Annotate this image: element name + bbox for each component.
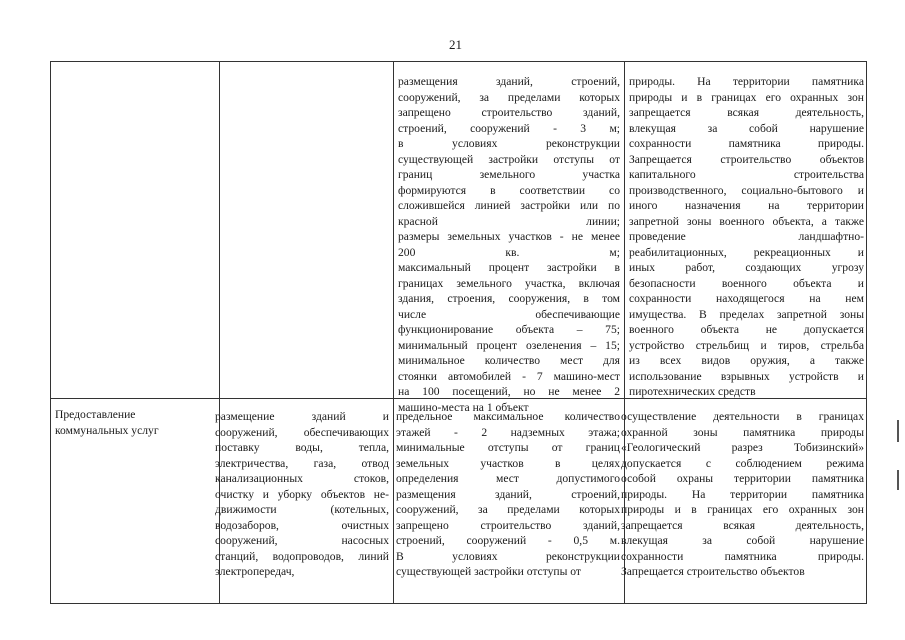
text-line: электропередач, (215, 565, 295, 578)
text-line: реабилитационных, рекреационных и (629, 245, 864, 259)
text-line: сооружений, обеспечивающих (215, 425, 389, 439)
page-number: 21 (449, 37, 462, 52)
text-line: сохранности памятника природы. (629, 137, 864, 150)
text-line: максимальный процент застройки в (398, 261, 620, 274)
text-line: Предоставление (55, 408, 136, 421)
text-line: размеры земельных участков - не менее (398, 230, 620, 243)
text-line: производственного, социально-бытового и (629, 183, 864, 197)
text-line: существующей застройки отступы от (396, 565, 582, 578)
text-line: безопасности военного объекта и (629, 276, 864, 290)
text-line: водозаборов, очистных (215, 518, 389, 532)
text-line: природы. На территории памятника (629, 75, 864, 88)
row2-parameters-cell (396, 409, 620, 580)
text-line: в условиях реконструкции (398, 137, 620, 150)
scan-artifact (897, 470, 899, 490)
text-line: иного назначения на территории (629, 199, 864, 212)
text-line: сохранности находящегося на нем (629, 292, 864, 305)
text-line: запрещено строительство зданий, (396, 518, 620, 532)
text-line: машино-места на 1 объект (398, 400, 529, 414)
text-line: на 100 посещений, но не менее 2 (398, 385, 620, 398)
text-line: сооружений, насосных (215, 534, 389, 547)
text-line: допускается с соблюдением режима (621, 456, 864, 470)
row2-use-type-cell (55, 407, 215, 438)
text-line: стоянки автомобилей - 7 машино-мест (398, 369, 620, 383)
text-line: существующей застройки отступы от (398, 152, 620, 166)
text-line: поставку воды, тепла, (215, 441, 389, 454)
text-line: движимости (котельных, (215, 503, 389, 516)
text-line: минимальное количество мест для (398, 354, 620, 367)
scan-artifact (897, 420, 899, 442)
text-line: границ земельного участка (398, 168, 620, 181)
text-line: коммунальных услуг (55, 423, 159, 437)
text-line: природы и в границах его охранных зон (629, 90, 864, 104)
text-line: военного объекта не допускается (629, 323, 864, 336)
text-line: формируются в соответствии со (398, 183, 620, 197)
text-line: природы и в границах его охранных зон (621, 503, 864, 516)
text-line: иных работ, создающих угрозу (629, 261, 864, 274)
text-line: размещение зданий и (215, 410, 389, 423)
text-line: использование взрывных устройств и (629, 369, 864, 383)
text-line: определения мест допустимого (396, 472, 620, 485)
text-line: 200 кв. м; (398, 245, 620, 259)
text-line: сложившейся линией застройки или по (398, 199, 620, 212)
row1-restrictions-cell (629, 74, 864, 400)
text-line: осуществление деятельности в границах (621, 410, 864, 423)
text-line: особой охраны территории памятника (621, 472, 864, 485)
text-line: красной линии; (398, 214, 620, 228)
text-line: имущества. В пределах запретной зоны (629, 307, 864, 321)
text-line: сооружений, за пределами которых (398, 90, 620, 104)
text-line: природы. На территории памятника (621, 487, 864, 501)
text-line: минимальные отступы от границ (396, 441, 620, 454)
text-line: Запрещается строительство объектов (621, 565, 805, 578)
text-line: Запрещается строительство объектов (629, 152, 864, 166)
zoning-table (50, 61, 867, 604)
column-divider (393, 62, 394, 603)
text-line: охранной зоны памятника природы (621, 425, 864, 439)
text-line: строений, сооружений - 3 м; (398, 121, 620, 135)
text-line: земельных участков в целях (396, 456, 620, 470)
text-line: строений, сооружений - 0,5 м. (396, 534, 620, 547)
text-line: этажей - 2 надземных этажа; (396, 425, 620, 439)
text-line: капитального строительства (629, 168, 864, 181)
text-line: канализационных стоков, (215, 472, 389, 485)
text-line: В условиях реконструкции (396, 549, 620, 563)
text-line: проведение ландшафтно- (629, 230, 864, 243)
text-line: сооружений, за пределами которых (396, 503, 620, 516)
text-line: числе обеспечивающие (398, 307, 620, 321)
text-line: запрещается всякая деятельность, (629, 106, 864, 119)
text-line: границах земельного участка, включая (398, 276, 620, 290)
text-line: сохранности памятника природы. (621, 549, 864, 563)
text-line: запрещено строительство зданий, (398, 106, 620, 119)
text-line: «Геологический разрез Тобизинский» (621, 441, 864, 454)
text-line: из всех видов оружия, а также (629, 354, 864, 367)
text-line: пиротехнических средств (629, 385, 756, 398)
text-line: электричества, газа, отвод (215, 456, 389, 470)
text-line: влекущая за собой нарушение (629, 121, 864, 135)
text-line: здания, строения, сооружения, в том (398, 292, 620, 305)
text-line: запрещается всякая деятельность, (621, 518, 864, 532)
row1-parameters-cell (398, 74, 620, 415)
text-line: размещения зданий, строений, (396, 487, 620, 501)
text-line: предельное максимальное количество (396, 410, 620, 423)
text-line: минимальный процент озеленения – 15; (398, 338, 620, 352)
text-line: влекущая за собой нарушение (621, 534, 864, 547)
row2-description-cell (215, 409, 389, 580)
text-line: станций, водопроводов, линий (215, 549, 389, 563)
text-line: размещения зданий, строений, (398, 75, 620, 88)
text-line: устройство стрельбищ и тиров, стрельба (629, 338, 864, 352)
text-line: очистку и уборку объектов не- (215, 487, 389, 501)
text-line: запретной зоны военного объекта, а также (629, 214, 864, 228)
row2-restrictions-cell (621, 409, 864, 580)
text-line: функционирование объекта – 75; (398, 323, 620, 336)
